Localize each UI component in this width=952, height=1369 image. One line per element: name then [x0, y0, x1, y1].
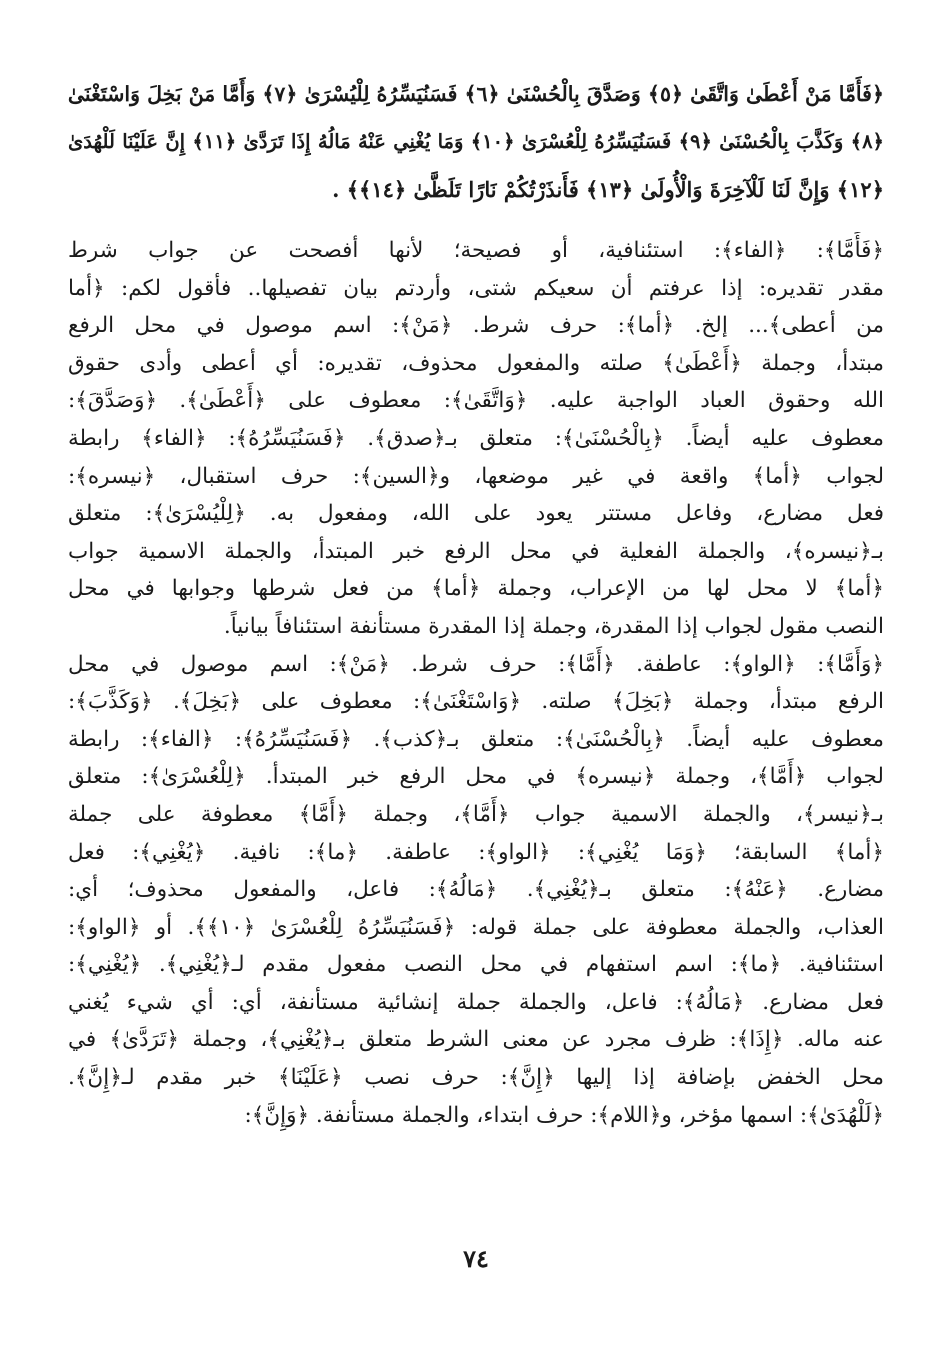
text-line: عنه ماله. ﴿إِذَا﴾: ظرف مجرد عن معنى الشرط متعلق بـ﴿يُغْنِي﴾، وجملة ﴿تَرَدَّىٰ﴾ في: [68, 1027, 884, 1053]
text-line: العذاب، والجملة معطوفة على جملة قوله: ﴿فَسَنُيَسِّرُهُ لِلْعُسْرَىٰ ﴿١٠﴾﴾. أو ﴿الواو﴾:: [68, 914, 884, 940]
text-line: لجواب ﴿أَمَّا﴾، وجملة ﴿نيسره﴾ في محل الرفع خبر المبتدأ. ﴿لِلْعُسْرَىٰ﴾: متعلق: [68, 764, 884, 790]
text-line: ﴿أما﴾ السابقة؛ ﴿وَمَا يُغْنِي﴾: ﴿الواو﴾: عاطفة. ﴿ما﴾: نافية. ﴿يُغْنِي﴾: فعل: [68, 839, 884, 865]
text-line: من أعطى﴾... إلخ. ﴿أما﴾: حرف شرط. ﴿مَنْ﴾: اسم موصول في محل الرفع: [68, 313, 884, 339]
text-line: فعل مضارع. ﴿مَالُهُ﴾: فاعل، والجملة جملة إنشائية مستأنفة، أي: أي شيء يُغني: [68, 989, 884, 1015]
text-line: ﴿لَلْهُدَىٰ﴾: اسمها مؤخر، و﴿اللام﴾: حرف ابتداء، والجملة مستأنفة. ﴿وَإِنَّ﴾:: [244, 1102, 884, 1128]
text-line: مبتدأ، وجملة ﴿أَعْطَىٰ﴾ صلته والمفعول محذوف، تقديره: أي أعطى وأدى حقوق: [68, 350, 884, 376]
text-line: مضارع. ﴿عَنْهُ﴾: متعلق بـ﴿يُغْنِي﴾. ﴿مَالُهُ﴾: فاعل، والمفعول محذوف؛ أي:: [68, 877, 884, 903]
quran-verses-block: [68, 70, 884, 214]
text-line: لجواب ﴿أما﴾ واقعة في غير موضعها، و﴿السين﴾: حرف استقبال، ﴿نيسره﴾:: [68, 463, 884, 489]
text-line: معطوف عليه أيضاً. ﴿بِالْحُسْنَىٰ﴾: متعلق بـ﴿صدق﴾. ﴿فَسَنُيَسِّرُهُ﴾: ﴿الفاء﴾ رابطة: [68, 425, 884, 451]
text-line: الله وحقوق العباد الواجبة عليه. ﴿وَاتَّقَىٰ﴾: معطوف على ﴿أَعْطَىٰ﴾. ﴿وَصَدَّقَ﴾:: [68, 388, 884, 414]
text-line: بـ﴿نيسره﴾، والجملة الفعلية في محل الرفع خبر المبتدأ، والجملة الاسمية جواب: [68, 538, 884, 564]
text-line: الرفع مبتدأ، وجملة ﴿بَخِلَ﴾ صلته. ﴿وَاسْتَغْنَىٰ﴾: معطوف على ﴿بَخِلَ﴾. ﴿وَكَذَّبَ﴾:: [68, 689, 884, 715]
text-line: ﴿فَأَمَّا﴾: ﴿الفاء﴾: استئنافية، أو فصيحة؛ لأنها أفصحت عن جواب شرط: [68, 238, 884, 263]
text-line: بـ﴿نيسر﴾، والجملة الاسمية جواب ﴿أَمَّا﴾، وجملة ﴿أَمَّا﴾ معطوفة على جملة: [68, 801, 884, 827]
verse-line: ﴿١٢﴾ وَإِنَّ لَنَا لَلْآخِرَةَ وَالْأُولَىٰ ﴿١٣﴾ فَأَنذَرْتُكُمْ نَارًا تَلَظَّىٰ ﴿١٤﴾﴾ .: [332, 177, 884, 202]
text-line: النصب مقول لجواب إذا المقدرة، وجملة إذا المقدرة مستأنفة استئنافاً بيانياً.: [223, 613, 884, 639]
text-line: محل الخفض بإضافة إذا إليها ﴿إِنَّ﴾: حرف نصب ﴿عَلَيْنَا﴾ خبر مقدم لـ﴿إِنَّ﴾.: [68, 1065, 884, 1091]
verse-line: ﴿٨﴾ وَكَذَّبَ بِالْحُسْنَىٰ ﴿٩﴾ فَسَنُيَسِّرُهُ لِلْعُسْرَىٰ ﴿١٠﴾ وَمَا يُغْنِي عَنْهُ مَالُهُ إِذَا تَرَدَّىٰ ﴿١١﴾ إِنَّ عَلَيْنَا لَلْهُدَىٰ: [68, 130, 884, 153]
grammatical-analysis-text: [68, 232, 884, 1134]
text-line: استئنافية. ﴿ما﴾: اسم استفهام في محل النصب مفعول مقدم لـ﴿يُغْنِي﴾. ﴿يُغْنِي﴾:: [68, 952, 884, 978]
text-line: مقدر تقديره: إذا عرفتم أن سعيكم شتى، وأردتم بيان تفصيلها.. فأقول لكم: ﴿أما: [68, 275, 884, 301]
text-line: ﴿وَأَمَّا﴾: ﴿الواو﴾: عاطفة. ﴿أَمَّا﴾: حرف شرط. ﴿مَنْ﴾: اسم موصول في محل: [68, 651, 884, 677]
text-line: ﴿أما﴾ لا محل لها من الإعراب، وجملة ﴿أما﴾ من فعل شرطها وجوابها في محل: [68, 576, 884, 602]
page-number: ٧٤: [463, 1244, 489, 1273]
text-line: فعل مضارع، وفاعل مستتر يعود على الله، ومفعول به. ﴿لِلْيُسْرَىٰ﴾: متعلق: [68, 501, 884, 527]
text-line: معطوف عليه أيضاً. ﴿بِالْحُسْنَىٰ﴾: متعلق بـ﴿كذب﴾. ﴿فَسَنُيَسِّرُهُ﴾: ﴿الفاء﴾: رابطة: [68, 726, 884, 752]
verse-line: ﴿فَأَمَّا مَنْ أَعْطَىٰ وَاتَّقَىٰ ﴿٥﴾ وَصَدَّقَ بِالْحُسْنَىٰ ﴿٦﴾ فَسَنُيَسِّرُهُ لِلْيُسْرَىٰ ﴿٧﴾ وَأَمَّا مَنْ بَخِلَ وَاسْتَغْنَىٰ: [68, 82, 884, 106]
